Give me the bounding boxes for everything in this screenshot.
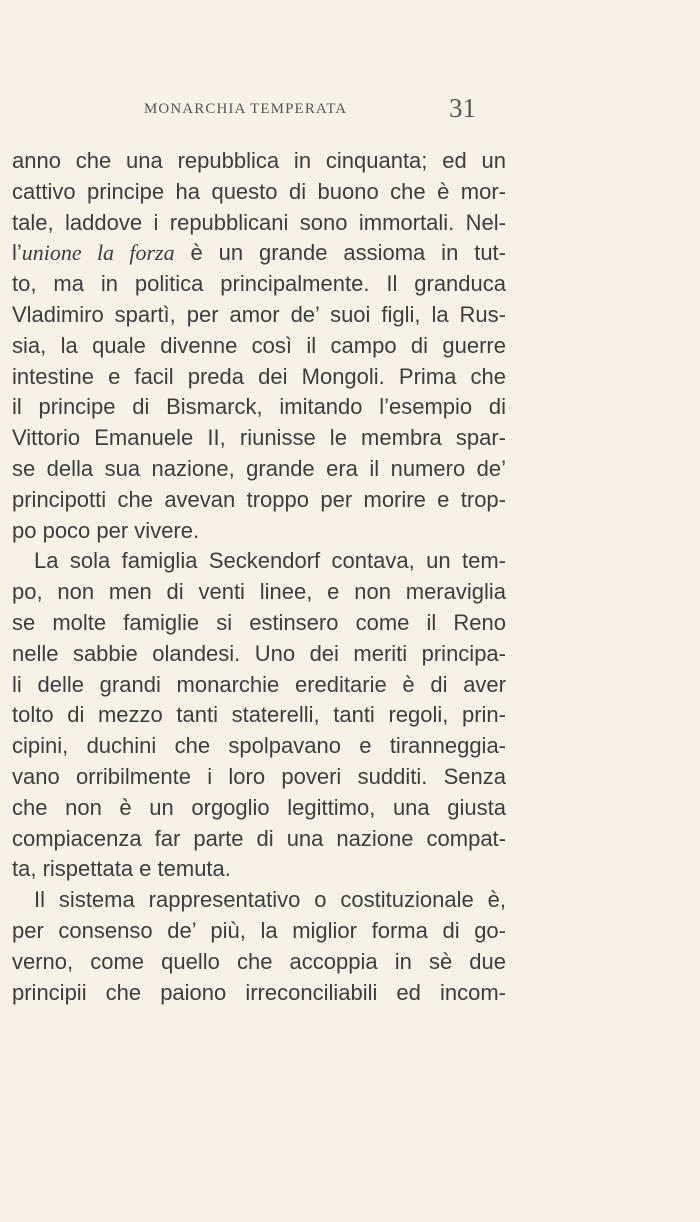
text-line: intestine e facil preda dei Mongoli. Prima che (12, 363, 506, 389)
text-line: La sola famiglia Seckendorf contava, un tem- (34, 548, 506, 574)
italic-phrase: unione la forza (21, 240, 175, 266)
text-line: tale, laddove i repubblicani sono immortali. Nel- (12, 209, 506, 235)
text-line: li delle grandi monarchie ereditarie è di aver (12, 671, 506, 697)
text-line: se della sua nazione, grande era il numero de’ (12, 455, 506, 481)
text-line: se molte famiglie si estinsero come il Reno (12, 609, 506, 635)
text-line: principii che paiono irreconciliabili ed incom- (12, 979, 506, 1005)
text-line: sia, la quale divenne così il campo di guerre (12, 332, 506, 358)
text-line: vano orribilmente i loro poveri sudditi. Senza (12, 763, 506, 789)
text-line: ta, rispettata e temuta. (12, 856, 231, 882)
text-fragment: l’ (12, 240, 22, 266)
text-line: che non è un orgoglio legittimo, una giusta (12, 794, 506, 820)
text-line: Vittorio Emanuele II, riunisse le membra spar- (12, 425, 506, 451)
text-line: po, non men di venti linee, e non meraviglia (12, 579, 506, 605)
text-line: Il sistema rappresentativo o costituzionale è, (34, 887, 506, 913)
running-title: MONARCHIA TEMPERATA (144, 101, 348, 117)
text-line: principotti che avevan troppo per morire e trop- (12, 486, 506, 512)
page-number: 31 (449, 93, 476, 123)
text-line: po poco per vivere. (12, 517, 200, 543)
text-line: compiacenza far parte di una nazione compat- (12, 825, 506, 851)
running-head (0, 93, 700, 123)
text-line: Vladimiro spartì, per amor de’ suoi figli, la Rus- (12, 301, 506, 327)
text-line: anno che una repubblica in cinquanta; ed un (12, 148, 506, 173)
text-line: il principe di Bismarck, imitando l’esempio di (12, 394, 506, 420)
text-line-with-italic (12, 238, 506, 269)
text-line: cipini, duchini che spolpavano e tiranneggia- (12, 733, 506, 759)
text-line: verno, come quello che accoppia in sè due (12, 948, 506, 974)
text-line: tolto di mezzo tanti staterelli, tanti regoli, prin- (12, 702, 506, 728)
text-line: per consenso de’ più, la miglior forma di go- (12, 917, 506, 943)
text-fragment: è un grande assioma in tut- (174, 240, 506, 266)
text-line: nelle sabbie olandesi. Uno dei meriti principa- (12, 640, 506, 666)
text-line: to, ma in politica principalmente. Il granduca (12, 271, 506, 297)
body-text (12, 146, 506, 1008)
text-line: cattivo principe ha questo di buono che è mor- (12, 178, 506, 204)
